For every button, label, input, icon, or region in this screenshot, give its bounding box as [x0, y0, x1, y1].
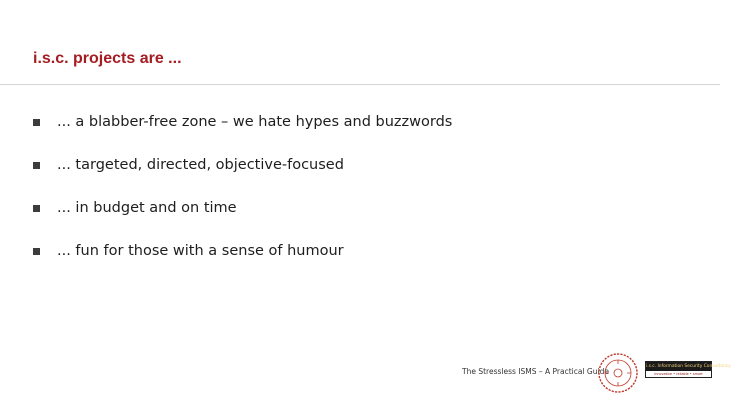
square-bullet-icon: [33, 119, 40, 126]
square-bullet-icon: [33, 248, 40, 255]
bullet-text: ... a blabber-free zone – we hate hypes and buzzwords: [57, 114, 453, 130]
logo-banner-text: i.s.c. Information Security Consultancy: [646, 364, 731, 369]
bullet-text: ... in budget and on time: [57, 200, 237, 216]
bullet-item: [33, 154, 452, 176]
bullet-item: [33, 111, 452, 133]
seal-stamp-icon: [597, 352, 639, 394]
bullet-item: [33, 240, 452, 262]
bullet-list: [33, 111, 452, 283]
bullet-text: ... targeted, directed, objective-focused: [57, 157, 344, 173]
logo-tagline: innovative • reliable • smart: [654, 372, 703, 376]
slide-title: i.s.c. projects are ...: [33, 50, 182, 67]
square-bullet-icon: [33, 162, 40, 169]
logo-banner: [646, 362, 731, 371]
footer-caption: The Stressless ISMS – A Practical Guide: [462, 367, 609, 376]
bullet-item: [33, 197, 452, 219]
bullet-text: ... fun for those with a sense of humour: [57, 243, 344, 259]
square-bullet-icon: [33, 205, 40, 212]
company-logo-badge: [645, 361, 731, 378]
title-divider: [0, 84, 720, 85]
